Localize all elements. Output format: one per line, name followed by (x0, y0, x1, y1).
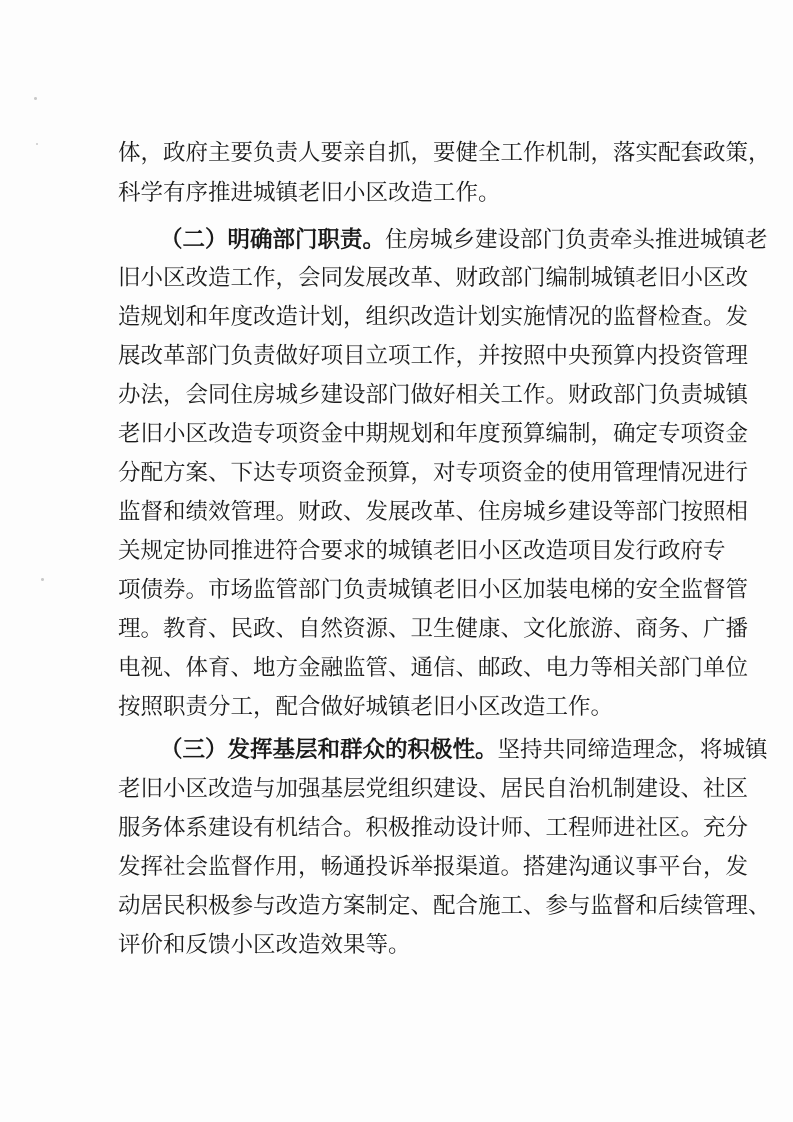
paragraph-text: 坚持共同缔造理念，将城镇 (497, 737, 768, 763)
paragraph-line: 发挥社会监督作用，畅通投诉举报渠道。搭建沟通议事平台，发 (118, 854, 749, 880)
paragraph-line: 老旧小区改造与加强基层党组织建设、居民自治机制建设、社区 (118, 776, 749, 802)
section-three-heading: （三）发挥基层和群众的积极性。 (160, 737, 498, 763)
paragraph-line: 电视、体育、地方金融监管、通信、邮政、电力等相关部门单位 (118, 655, 749, 681)
paragraph-line: 项债券。市场监管部门负责城镇老旧小区加装电梯的安全监督管 (118, 577, 749, 603)
paragraph-line: 旧小区改造工作，会同发展改革、财政部门编制城镇老旧小区改 (118, 265, 749, 291)
scan-speck (36, 143, 38, 145)
paragraph-line: 分配方案、下达专项资金预算，对专项资金的使用管理情况进行 (118, 460, 749, 486)
paragraph-line: 评价和反馈小区改造效果等。 (118, 932, 411, 958)
paragraph-line: 办法，会同住房城乡建设部门做好相关工作。财政部门负责城镇 (118, 382, 749, 408)
paragraph-text: 住房城乡建设部门负责牵头推进城镇老 (385, 227, 768, 253)
paragraph-line: 按照职责分工，配合做好城镇老旧小区改造工作。 (118, 694, 614, 720)
paragraph-line: 关规定协同推进符合要求的城镇老旧小区改造项目发行政府专 (118, 538, 726, 564)
paragraph-line: 理。教育、民政、自然资源、卫生健康、文化旅游、商务、广播 (118, 616, 749, 642)
paragraph-line: 体，政府主要负责人要亲自抓，要健全工作机制，落实配套政策， (118, 140, 771, 166)
section-two-heading: （二）明确部门职责。 (160, 227, 386, 253)
scan-speck (34, 97, 37, 100)
section-two-first-line (160, 220, 768, 260)
paragraph-line: 造规划和年度改造计划，组织改造计划实施情况的监督检查。发 (118, 304, 749, 330)
paragraph-line: 老旧小区改造专项资金中期规划和年度预算编制，确定专项资金 (118, 421, 749, 447)
scan-speck (41, 578, 44, 581)
paragraph-line: 监督和绩效管理。财政、发展改革、住房城乡建设等部门按照相 (118, 499, 749, 525)
section-three-first-line (160, 730, 768, 770)
paragraph-line: 动居民积极参与改造方案制定、配合施工、参与监督和后续管理、 (118, 893, 771, 919)
paragraph-line: 服务体系建设有机结合。积极推动设计师、工程师进社区。充分 (118, 815, 749, 841)
paragraph-line: 科学有序推进城镇老旧小区改造工作。 (118, 180, 501, 206)
paragraph-line: 展改革部门负责做好项目立项工作，并按照中央预算内投资管理 (118, 343, 749, 369)
